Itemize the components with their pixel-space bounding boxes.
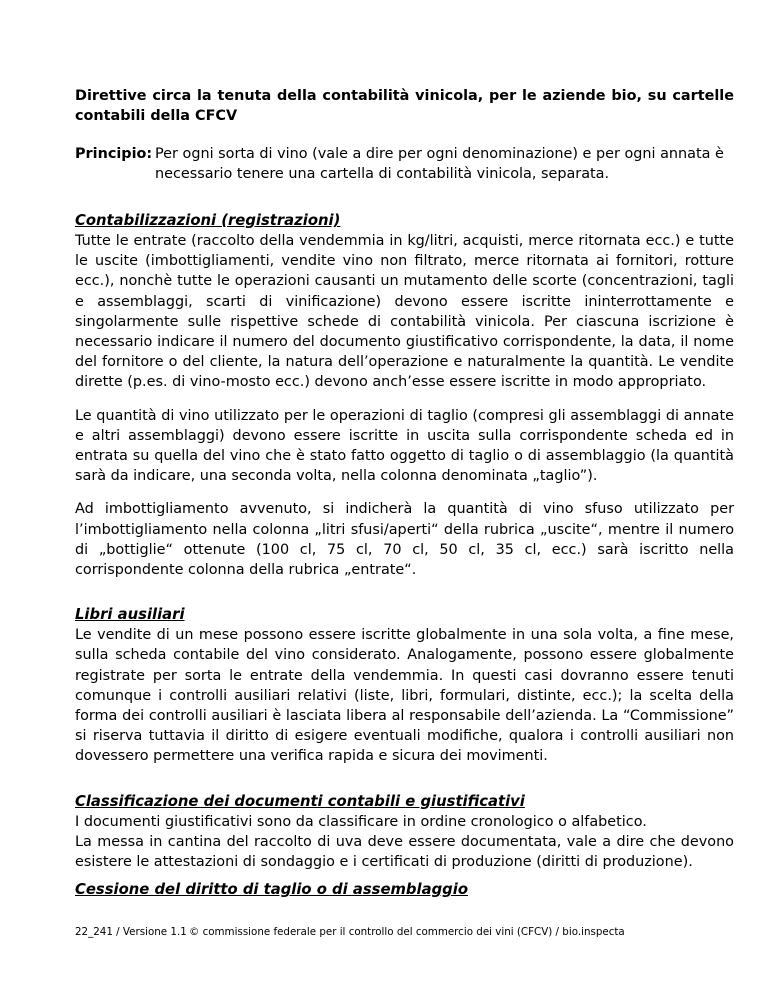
section-heading-contabilizzazioni: Contabilizzazioni (registrazioni): [75, 212, 341, 229]
section-heading-libri-ausiliari: Libri ausiliari: [75, 606, 185, 624]
footer-doc-version: 22_241 / Versione 1.1: [75, 926, 187, 938]
principle-block: [75, 144, 734, 184]
section-heading-cessione: Cessione del diritto di taglio o di assemblaggio: [75, 881, 468, 899]
paragraph: La messa in cantina del raccolto di uva deve essere documentata, vale a dire che devono esistere le attestazioni di sondaggio e i certificati di produzione (diritti di produzione).: [75, 833, 734, 871]
principle-text: Per ogni sorta di vino (vale a dire per ogni denominazione) e per ogni annata è necessario tenere una cartella di contabilità vinicola, separata.: [155, 146, 724, 182]
section-heading-classificazione: Classificazione dei documenti contabili e giustificativi: [75, 792, 525, 810]
paragraph: Le quantità di vino utilizzato per le operazioni di taglio (compresi gli assemblaggi di annate e altri assemblaggi) devono essere iscritte in uscita sulla corrispondente scheda ed in entrata su quella del vino che è stato fatto oggetto di taglio o di assemblaggio (la quantità sarà da indicare, una seconda volta, nella colonna denominata „taglio”).: [75, 407, 734, 485]
paragraph: Le vendite di un mese possono essere iscritte globalmente in una sola volta, a fine mese, sulla scheda contabile del vino considerato. Analogamente, possono essere globalmente registrate per sorta le entrate della vendemmia. In questi casi dovranno essere tenuti comunque i controlli ausiliari relativi (liste, libri, formulari, distinte, ecc.); la scelta della forma dei controlli ausiliari è lasciata libera al responsabile dell’azienda. La “Commissione” si riserva tuttavia il diritto di esigere eventuali modifiche, qualora i controlli ausiliari non dovessero permettere una verifica rapida e sicura dei movimenti.: [75, 627, 734, 765]
principle-label: Principio:: [75, 146, 153, 162]
paragraph: Tutte le entrate (raccolto della vendemmia in kg/litri, acquisti, merce ritornata ecc.) e tutte le uscite (imbottigliamenti, vendite vino non filtrato, merce ritornata ai fornitori, rotture ecc.), nonchè tutte le operazioni causanti un mutamento delle scorte (concentrazioni, tagli e assemblaggi, scarti di vinificazione) devono essere iscritte ininterrottamente e singolarmente sulle rispettive schede di contabilità vinicola. Per ciascuna iscrizione è necessario indicare il numero del documento giustificativo corrispondente, la data, il nome del fornitore o del cliente, la natura dell’operazione e naturalmente la quantità. Le vendite dirette (p.es. di vino-mosto ecc.) devono anch’esse essere iscritte in modo appropriato.: [75, 233, 734, 391]
footer-copyright: © commissione federale per il controllo del commercio dei vini (CFCV) / bio.inspecta: [189, 926, 625, 938]
paragraph: Ad imbottigliamento avvenuto, si indicherà la quantità di vino sfuso utilizzato per l’imbottigliamento nella colonna „litri sfusi/aperti“ della rubrica „uscite“, mentre il numero di „bottiglie“ ottenute (100 cl, 75 cl, 70 cl, 50 cl, 35 cl, ecc.) sarà iscritto nella corrispondente colonna della rubrica „entrate“.: [75, 501, 734, 579]
document-title: Direttive circa la tenuta della contabilità vinicola, per le aziende bio, su cartelle contabili della CFCV: [75, 88, 734, 124]
document-page: [75, 86, 734, 900]
paragraph: I documenti giustificativi sono da classificare in ordine cronologico o alfabetico.: [75, 813, 647, 830]
page-footer: [75, 925, 734, 939]
